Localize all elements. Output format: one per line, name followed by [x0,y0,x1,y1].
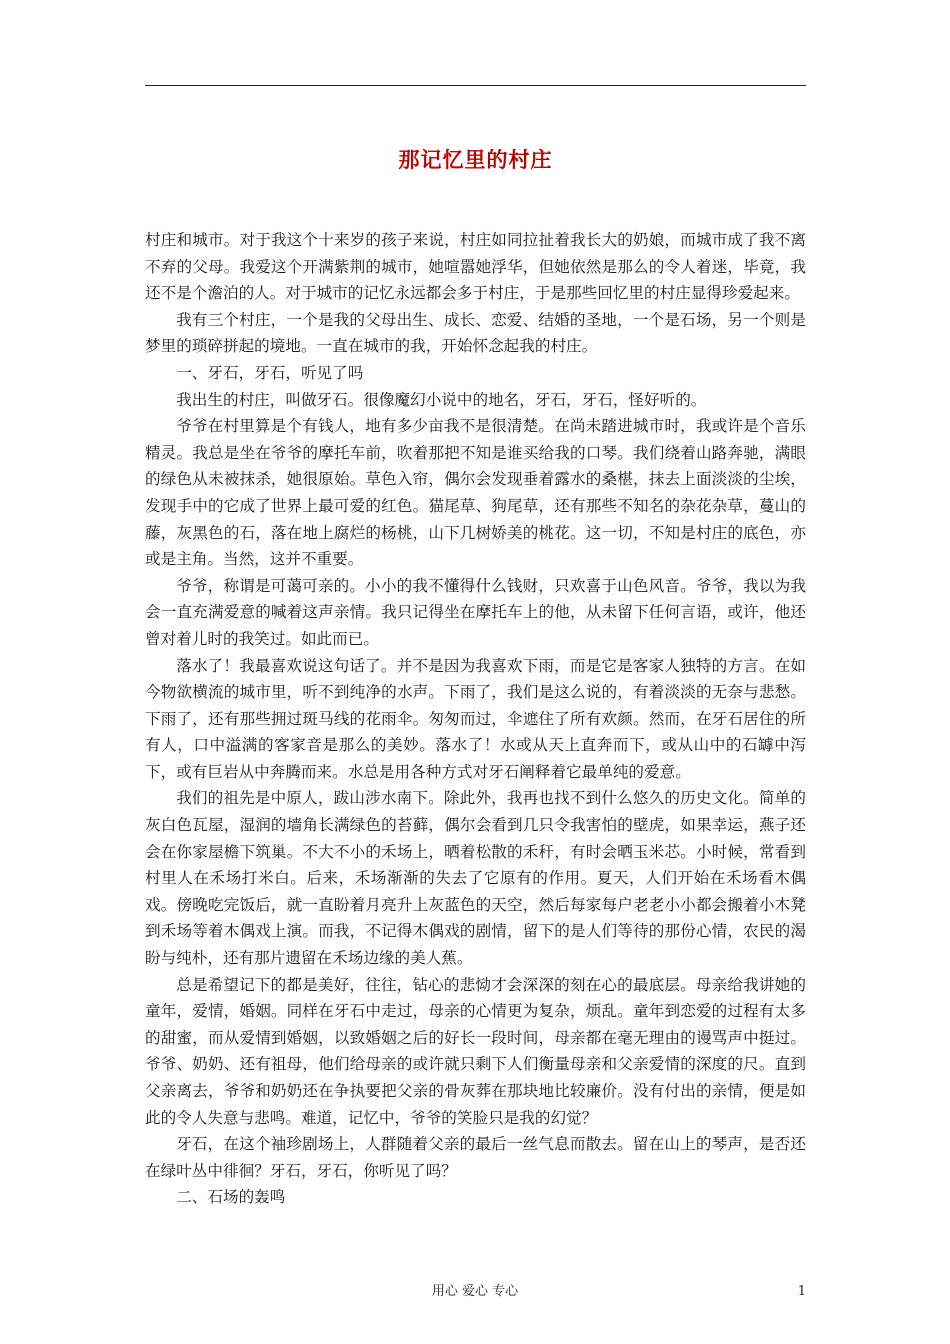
page-number: 1 [797,1284,806,1299]
paragraph: 爷爷，称谓是可蔼可亲的。小小的我不懂得什么钱财，只欢喜于山色风音。爷爷，我以为我会一直充满爱意的喊着这声亲情。我只记得坐在摩托车上的他，从未留下任何言语，或许，他还曾对着儿时的我笑过。如此而已。 [145,576,806,648]
section-heading: 一、牙石，牙石，听见了吗 [176,363,364,382]
paragraph: 我有三个村庄，一个是我的父母出生、成长、恋爱、结婚的圣地，一个是石场，另一个则是梦里的琐碎拼起的境地。一直在城市的我，开始怀念起我的村庄。 [145,310,806,356]
article-title: 那记忆里的村庄 [398,148,553,172]
paragraph: 村庄和城市。对于我这个十来岁的孩子来说，村庄如同拉扯着我长大的奶娘，而城市成了我不离不弃的父母。我爱这个开满紫荆的城市，她喧嚣她浮华，但她依然是那么的令人着迷，毕竟，我还不是个澹泊的人。对于城市的记忆永远都会多于村庄，于是那些回忆里的村庄显得珍爱起来。 [145,231,806,303]
paragraph: 落水了！我最喜欢说这句话了。并不是因为我喜欢下雨，而是它是客家人独特的方言。在如今物欲横流的城市里，听不到纯净的水声。下雨了，我们是这么说的，有着淡淡的无奈与悲愁。下雨了，还有那些拥过斑马线的花雨伞。匆匆而过，伞遮住了所有欢颜。然而，在牙石居住的所有人，口中溢满的客家音是那么的美妙。落水了！水或从天上直奔而下，或从山中的石罅中泻下，或有巨岩从中奔腾而来。水总是用各种方式对牙石阐释着它最单纯的爱意。 [145,656,806,781]
paragraph: 我们的祖先是中原人，跋山涉水南下。除此外，我再也找不到什么悠久的历史文化。简单的灰白色瓦屋，湿润的墙角长满绿色的苔藓，偶尔会看到几只令我害怕的壁虎，如果幸运，燕子还会在你家屋檐下筑巢。不大不小的禾场上，晒着松散的禾秆，有时会晒玉米芯。小时候，常看到村里人在禾场打米白。后来，禾场渐渐的失去了它原有的作用。夏天，人们开始在禾场看木偶戏。傍晚吃完饭后，就一直盼着月亮升上灰蓝色的天空，然后每家每户老老小小都会搬着小木凳到禾场等着木偶戏上演。而我，不记得木偶戏的剧情，留下的是人们等待的那份心情，农民的渴盼与纯朴，还有那片遗留在禾场边缘的美人蕉。 [145,789,806,968]
footer-motto: 用心 爱心 专心 [431,1284,519,1299]
paragraph: 牙石，在这个袖珍剧场上，人群随着父亲的最后一丝气息而散去。留在山上的琴声，是否还在绿叶丛中徘徊？牙石，牙石，你听见了吗？ [145,1135,806,1180]
paragraph: 爷爷在村里算是个有钱人，地有多少亩我不是很清楚。在尚未踏进城市时，我或许是个音乐精灵。我总是坐在爷爷的摩托车前，吹着那把不知是谁买给我的口琴。我们绕着山路奔驰，满眼的绿色从未被抹杀，她很原始。草色入帘，偶尔会发现垂着露水的桑椹，抹去上面淡淡的尘埃，发现手中的它成了世界上最可爱的红色。猫尾草、狗尾草，还有那些不知名的杂花杂草，蔓山的藤，灰黑色的石，落在地上腐烂的杨桃，山下几树娇美的桃花。这一切，不知是村庄的底色，亦或是主角。当然，这并不重要。 [145,417,806,569]
paragraph: 总是希望记下的都是美好，往往，钻心的悲恸才会深深的刻在心的最底层。母亲给我讲她的童年，爱情，婚姻。同样在牙石中走过，母亲的心情更为复杂，烦乱。童年到恋爱的过程有太多的甜蜜，而从爱情到婚姻，以致婚姻之后的好长一段时间，母亲都在毫无理由的谩骂声中挺过。爷爷、奶奶、还有祖母，他们给母亲的或许就只剩下人们衡量母亲和父亲爱情的深度的尺。直到父亲离去，爷爷和奶奶还在争执要把父亲的骨灰葬在那块地比较廉价。没有付出的亲情，便是如此的令人失意与悲鸣。难道，记忆中，爷爷的笑脸只是我的幻觉？ [145,975,806,1127]
article-body [145,227,806,1211]
section-heading: 二、石场的轰鸣 [176,1188,286,1207]
header-rule [145,85,806,86]
paragraph: 我出生的村庄，叫做牙石。很像魔幻小说中的地名，牙石，牙石，怪好听的。 [176,390,707,409]
